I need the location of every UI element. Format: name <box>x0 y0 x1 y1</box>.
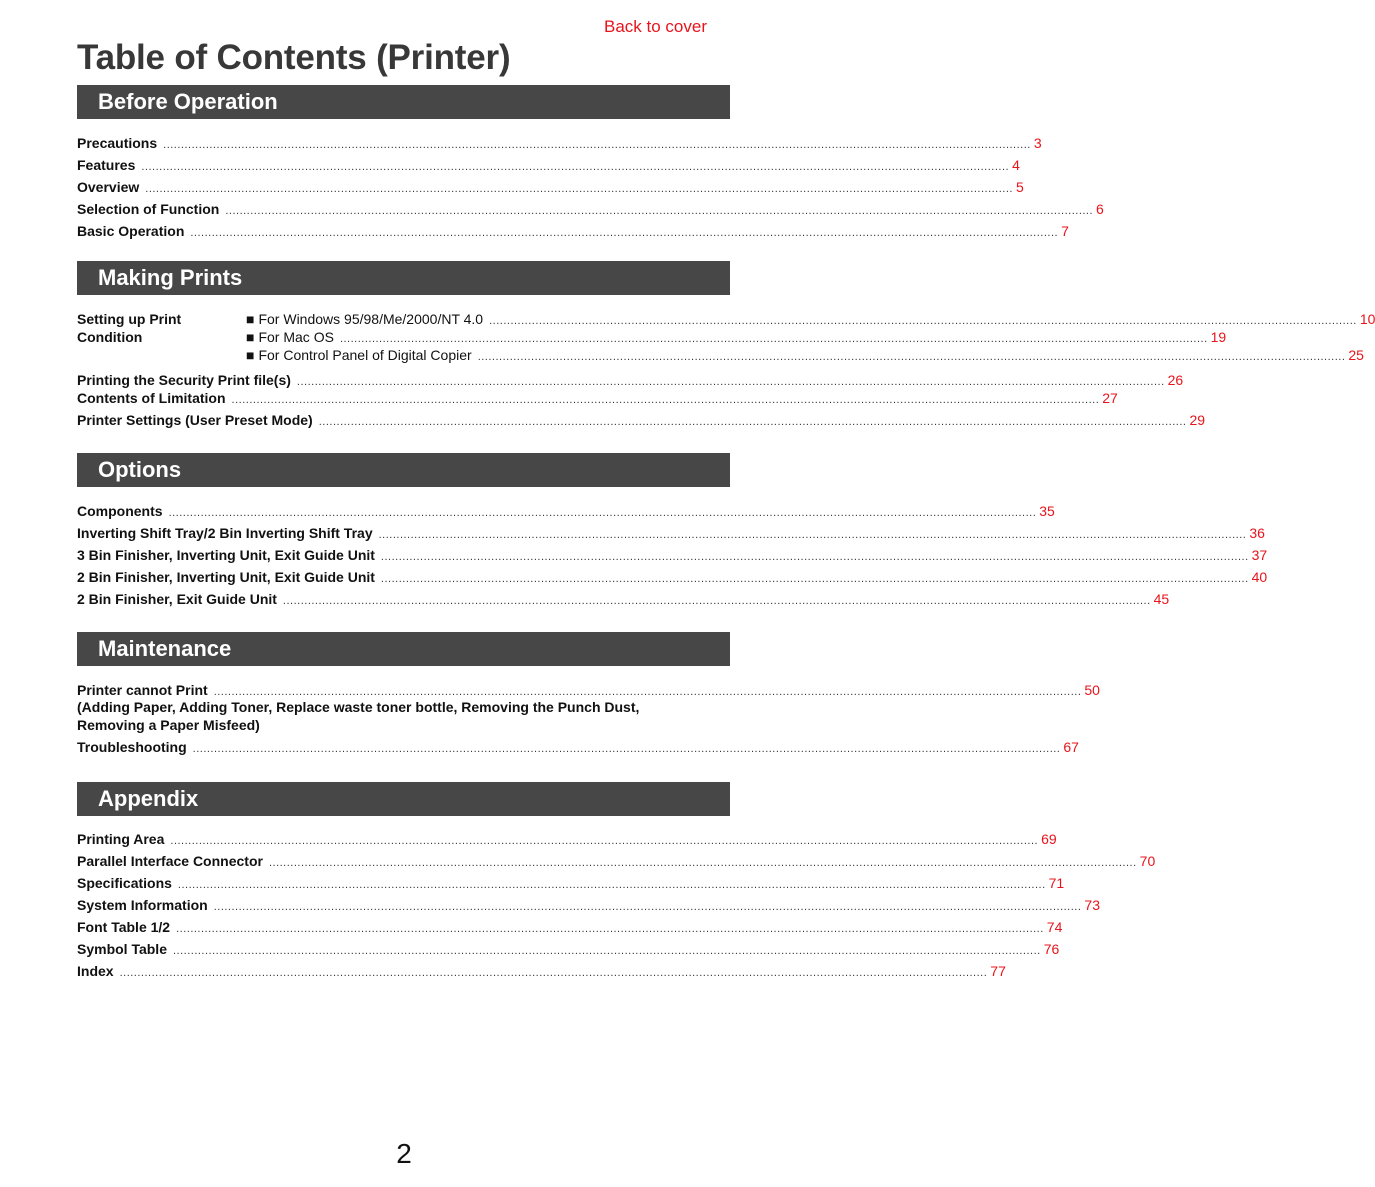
toc-page-number: 26 <box>1167 372 1184 388</box>
toc-entry-specifications[interactable] <box>77 874 1065 892</box>
dot-leader: .................................................................................................................................................................................................................................................... <box>225 205 1094 217</box>
toc-entry-parallel-interface[interactable] <box>77 852 1156 870</box>
toc-entry-title: Basic Operation <box>77 223 185 239</box>
toc-page-number: 29 <box>1189 412 1206 428</box>
toc-entry-precautions[interactable] <box>77 134 1042 152</box>
toc-entry-title: Printer cannot Print <box>77 682 208 698</box>
toc-entry-title: Overview <box>77 179 140 195</box>
toc-page-number: 25 <box>1348 347 1364 363</box>
dot-leader: .................................................................................................................................................................................................................................................... <box>380 573 1249 585</box>
toc-entry-title: Printing the Security Print file(s) <box>77 372 291 388</box>
toc-entry-title: 3 Bin Finisher, Inverting Unit, Exit Guide Unit <box>77 547 375 563</box>
dot-leader: .................................................................................................................................................................................................................................................... <box>145 183 1013 195</box>
toc-entry-title: Printer Settings (User Preset Mode) <box>77 412 313 428</box>
dot-leader: .................................................................................................................................................................................................................................................... <box>213 686 1082 698</box>
section-heading-options: Options <box>77 453 730 487</box>
toc-page-number: 71 <box>1048 875 1065 891</box>
toc-page-number: 77 <box>990 963 1006 979</box>
toc-entry-title: Precautions <box>77 135 158 151</box>
toc-subentry-mac-os[interactable] <box>246 328 1227 346</box>
toc-entry-title: Font Table 1/2 <box>77 919 171 935</box>
toc-page-number: 7 <box>1061 223 1069 239</box>
toc-entry-selection-of-function[interactable] <box>77 200 1104 218</box>
toc-entry-symbol-table[interactable] <box>77 940 1060 958</box>
toc-page-number: 70 <box>1139 853 1156 869</box>
toc-page-number: 3 <box>1033 135 1042 151</box>
dot-leader: .................................................................................................................................................................................................................................................... <box>296 376 1165 388</box>
toc-entry-title: 2 Bin Finisher, Inverting Unit, Exit Guide Unit <box>77 569 375 585</box>
toc-entry-3-bin-finisher[interactable] <box>77 546 1268 564</box>
toc-entry-basic-operation[interactable] <box>77 222 1069 240</box>
toc-page-number: 5 <box>1015 179 1024 195</box>
toc-entry-printer-cannot-print[interactable] <box>77 681 1100 699</box>
dot-leader: .................................................................................................................................................................................................................................................... <box>268 857 1137 869</box>
dot-leader: .................................................................................................................................................................................................................................................... <box>213 901 1082 913</box>
toc-entry-printing-area[interactable] <box>77 830 1057 848</box>
toc-entry-features[interactable] <box>77 156 1020 174</box>
toc-entry-printer-settings[interactable] <box>77 411 1206 429</box>
section-heading-making-prints: Making Prints <box>77 261 730 295</box>
toc-subentry-title: For Mac OS <box>258 329 334 345</box>
toc-page-number: 69 <box>1041 831 1057 847</box>
toc-entry-2-bin-finisher-inverting[interactable] <box>77 568 1268 586</box>
toc-subentry-title: For Windows 95/98/Me/2000/NT 4.0 <box>258 311 484 327</box>
toc-page-number: 45 <box>1153 591 1170 607</box>
toc-entry-components[interactable] <box>77 502 1055 520</box>
square-bullet-icon: ■ <box>246 347 255 363</box>
dot-leader: .................................................................................................................................................................................................................................................... <box>231 394 1100 406</box>
dot-leader: .................................................................................................................................................................................................................................................... <box>163 139 1031 151</box>
toc-page-number: 27 <box>1102 390 1118 406</box>
toc-entry-title: Printing Area <box>77 831 165 847</box>
toc-page-number: 50 <box>1084 682 1100 698</box>
group-label-setting-up-print: Setting up Print <box>77 311 182 327</box>
toc-page-number: 19 <box>1210 329 1227 345</box>
section-heading-before-operation: Before Operation <box>77 85 730 119</box>
dot-leader: .................................................................................................................................................................................................................................................... <box>380 551 1249 563</box>
dot-leader: .................................................................................................................................................................................................................................................... <box>168 507 1037 519</box>
toc-entry-title: Troubleshooting <box>77 739 187 755</box>
dot-leader: .................................................................................................................................................................................................................................................... <box>190 227 1059 239</box>
toc-page-number: 37 <box>1251 547 1268 563</box>
toc-page-number: 6 <box>1096 201 1104 217</box>
toc-entry-title: Parallel Interface Connector <box>77 853 263 869</box>
group-label-condition: Condition <box>77 329 143 345</box>
toc-entry-inverting-shift-tray[interactable] <box>77 524 1265 542</box>
toc-entry-title: Contents of Limitation <box>77 390 226 406</box>
dot-leader: .................................................................................................................................................................................................................................................... <box>141 161 1010 173</box>
dot-leader: .................................................................................................................................................................................................................................................... <box>172 945 1041 957</box>
dot-leader: .................................................................................................................................................................................................................................................... <box>192 743 1061 755</box>
toc-entry-title: Symbol Table <box>77 941 167 957</box>
dot-leader: .................................................................................................................................................................................................................................................... <box>177 879 1046 891</box>
section-heading-maintenance: Maintenance <box>77 632 730 666</box>
square-bullet-icon: ■ <box>246 311 255 327</box>
toc-entry-troubleshooting[interactable] <box>77 738 1079 756</box>
dot-leader: .................................................................................................................................................................................................................................................... <box>119 967 988 979</box>
dot-leader: .................................................................................................................................................................................................................................................... <box>339 333 1208 345</box>
toc-subentry-control-panel[interactable] <box>246 346 1364 364</box>
toc-entry-system-information[interactable] <box>77 896 1100 914</box>
toc-entry-overview[interactable] <box>77 178 1024 196</box>
toc-entry-title: Inverting Shift Tray/2 Bin Inverting Shift Tray <box>77 525 373 541</box>
toc-page-number: 4 <box>1012 157 1020 173</box>
dot-leader: .................................................................................................................................................................................................................................................... <box>176 923 1044 935</box>
toc-page-number: 10 <box>1359 311 1375 327</box>
toc-entry-title: System Information <box>77 897 208 913</box>
maintenance-note-line-2: Removing a Paper Misfeed) <box>77 717 260 733</box>
maintenance-note-line-1: (Adding Paper, Adding Toner, Replace waste toner bottle, Removing the Punch Dust, <box>77 699 640 715</box>
dot-leader: .................................................................................................................................................................................................................................................... <box>477 351 1346 363</box>
toc-subentry-title: For Control Panel of Digital Copier <box>258 347 472 363</box>
square-bullet-icon: ■ <box>246 329 255 345</box>
dot-leader: .................................................................................................................................................................................................................................................... <box>170 835 1039 847</box>
toc-page-number: 74 <box>1046 919 1063 935</box>
toc-page-number: 40 <box>1251 569 1268 585</box>
toc-entry-title: Specifications <box>77 875 172 891</box>
dot-leader: .................................................................................................................................................................................................................................................... <box>282 595 1151 607</box>
page-title: Table of Contents (Printer) <box>77 38 511 77</box>
toc-entry-contents-of-limitation[interactable] <box>77 389 1118 407</box>
toc-entry-title: Selection of Function <box>77 201 220 217</box>
toc-entry-title: Features <box>77 157 136 173</box>
dot-leader: .................................................................................................................................................................................................................................................... <box>489 315 1357 327</box>
dot-leader: .................................................................................................................................................................................................................................................... <box>318 416 1187 428</box>
toc-entry-title: Index <box>77 963 114 979</box>
toc-entry-title: 2 Bin Finisher, Exit Guide Unit <box>77 591 277 607</box>
toc-page-number: 76 <box>1043 941 1060 957</box>
section-heading-appendix: Appendix <box>77 782 730 816</box>
toc-page-number: 67 <box>1063 739 1079 755</box>
page-number: 2 <box>396 1138 412 1169</box>
back-to-cover-link[interactable]: Back to cover <box>604 17 707 36</box>
toc-page-number: 36 <box>1249 525 1265 541</box>
dot-leader: .................................................................................................................................................................................................................................................... <box>378 529 1247 541</box>
toc-page-number: 35 <box>1039 503 1055 519</box>
toc-entry-security-print[interactable] <box>77 371 1184 389</box>
toc-subentry-windows[interactable] <box>246 310 1375 328</box>
toc-page-number: 73 <box>1084 897 1100 913</box>
toc-entry-font-table[interactable] <box>77 918 1063 936</box>
toc-entry-title: Components <box>77 503 163 519</box>
toc-entry-index[interactable] <box>77 962 1006 980</box>
toc-entry-2-bin-finisher-exit[interactable] <box>77 590 1170 608</box>
